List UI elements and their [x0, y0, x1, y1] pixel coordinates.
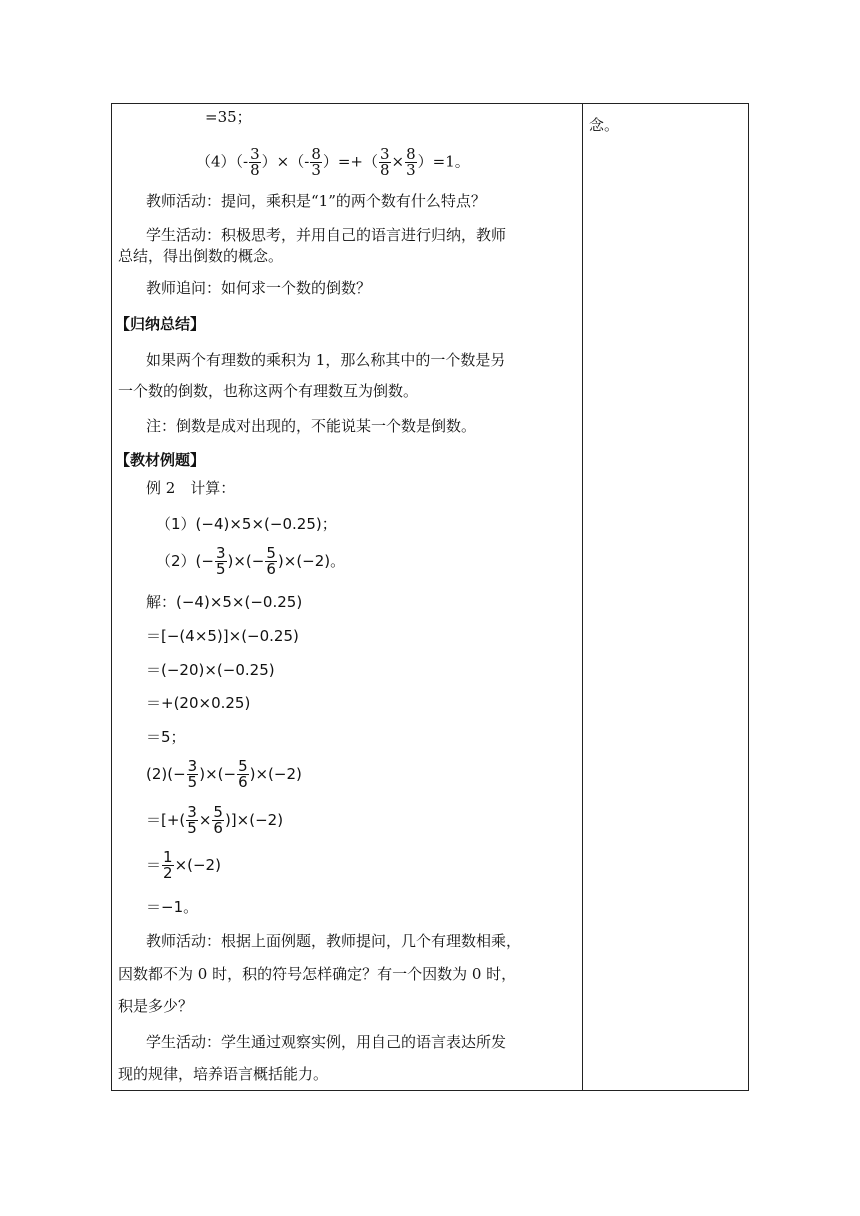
line-teacher-activity-2b: 因数都不为 0 时，积的符号怎样确定？有一个因数为 0 时， [118, 965, 517, 983]
text-segment: )×(− [199, 765, 237, 783]
solution-line-3: ＝(−20)×(−0.25) [146, 661, 275, 679]
line-student-activity-1b: 总结，得出倒数的概念。 [118, 247, 284, 265]
numerator: 3 [250, 145, 260, 163]
line-example-2-title: 例 2 计算： [146, 479, 236, 497]
text-segment: ）=+（ [322, 152, 378, 171]
text-segment: （2）(− [156, 552, 214, 570]
solution-line-1: 解：(−4)×5×(−0.25) [146, 593, 303, 611]
line-summary-1: 如果两个有理数的乘积为 1，那么称其中的一个数是另 [146, 351, 506, 369]
fraction [215, 546, 227, 577]
numerator: 1 [163, 848, 173, 866]
text-segment: （4）（- [196, 152, 249, 171]
text-segment: ）=1。 [417, 152, 470, 171]
text-segment: ＝ [146, 856, 162, 874]
numerator: 3 [215, 544, 226, 562]
solution-line-8 [146, 850, 221, 881]
text-segment: )×(−2)。 [277, 552, 346, 570]
numerator: 3 [380, 145, 390, 163]
solution-line-9: ＝−1。 [146, 898, 199, 916]
times-sign: × [198, 811, 212, 829]
fraction [186, 805, 198, 836]
solution-line-7 [146, 805, 283, 836]
numerator: 5 [238, 757, 248, 775]
denominator: 3 [406, 161, 416, 179]
heading-summary: 【归纳总结】 [115, 315, 206, 333]
heading-textbook-example: 【教材例题】 [115, 451, 206, 469]
solution-line-5: ＝5； [146, 728, 186, 746]
text-segment: ×(−2) [174, 856, 221, 874]
fraction [405, 147, 417, 178]
line-teacher-activity-1: 教师活动：提问，乘积是“1”的两个数有什么特点？ [146, 192, 486, 210]
fraction [265, 546, 277, 577]
denominator: 6 [238, 773, 248, 791]
fraction [162, 850, 174, 881]
denominator: 5 [215, 560, 226, 578]
denominator: 3 [311, 161, 321, 179]
numerator: 5 [266, 544, 276, 562]
column-divider [582, 104, 583, 1090]
text-segment: ）×（- [261, 152, 310, 171]
text-segment: ＝[+( [146, 811, 186, 829]
fraction [212, 805, 224, 836]
solution-line-2: ＝[−(4×5)]×(−0.25) [146, 627, 299, 645]
line-example-2-part1: （1）(−4)×5×(−0.25)； [156, 515, 337, 533]
denominator: 6 [213, 819, 223, 837]
times-sign: × [391, 152, 405, 171]
denominator: 8 [380, 161, 390, 179]
line-result-35: =35； [205, 108, 252, 126]
line-teacher-activity-2c: 积是多少？ [118, 997, 194, 1015]
fraction [310, 147, 322, 178]
numerator: 5 [213, 803, 223, 821]
fraction [187, 759, 199, 790]
text-segment: )×(−2) [249, 765, 302, 783]
numerator: 3 [187, 803, 197, 821]
denominator: 8 [250, 161, 260, 179]
denominator: 6 [266, 560, 276, 578]
denominator: 5 [187, 819, 197, 837]
fraction [249, 147, 261, 178]
line-example-4 [196, 147, 470, 178]
line-student-activity-2b: 现的规律，培养语言概括能力。 [118, 1065, 329, 1083]
fraction [237, 759, 249, 790]
numerator: 8 [406, 145, 416, 163]
line-example-2-part2 [156, 546, 345, 577]
notes-cell-text: 念。 [589, 116, 620, 134]
line-teacher-activity-2: 教师活动：根据上面例题，教师提问，几个有理数相乘， [146, 932, 522, 950]
text-segment: )×(− [227, 552, 265, 570]
numerator: 8 [311, 145, 321, 163]
solution-line-4: ＝+(20×0.25) [146, 694, 251, 712]
line-note: 注：倒数是成对出现的，不能说某一个数是倒数。 [146, 417, 477, 435]
solution-line-6 [146, 759, 302, 790]
line-student-activity-1: 学生活动：积极思考，并用自己的语言进行归纳，教师 [146, 226, 507, 244]
line-student-activity-2: 学生活动：学生通过观察实例，用自己的语言表达所发 [146, 1033, 507, 1051]
denominator: 2 [163, 864, 173, 882]
fraction [379, 147, 391, 178]
line-teacher-followup: 教师追问：如何求一个数的倒数？ [146, 279, 372, 297]
line-summary-2: 一个数的倒数，也称这两个有理数互为倒数。 [118, 382, 419, 400]
text-segment: (2)(− [146, 765, 186, 783]
text-segment: )]×(−2) [224, 811, 284, 829]
numerator: 3 [187, 757, 198, 775]
denominator: 5 [187, 773, 198, 791]
